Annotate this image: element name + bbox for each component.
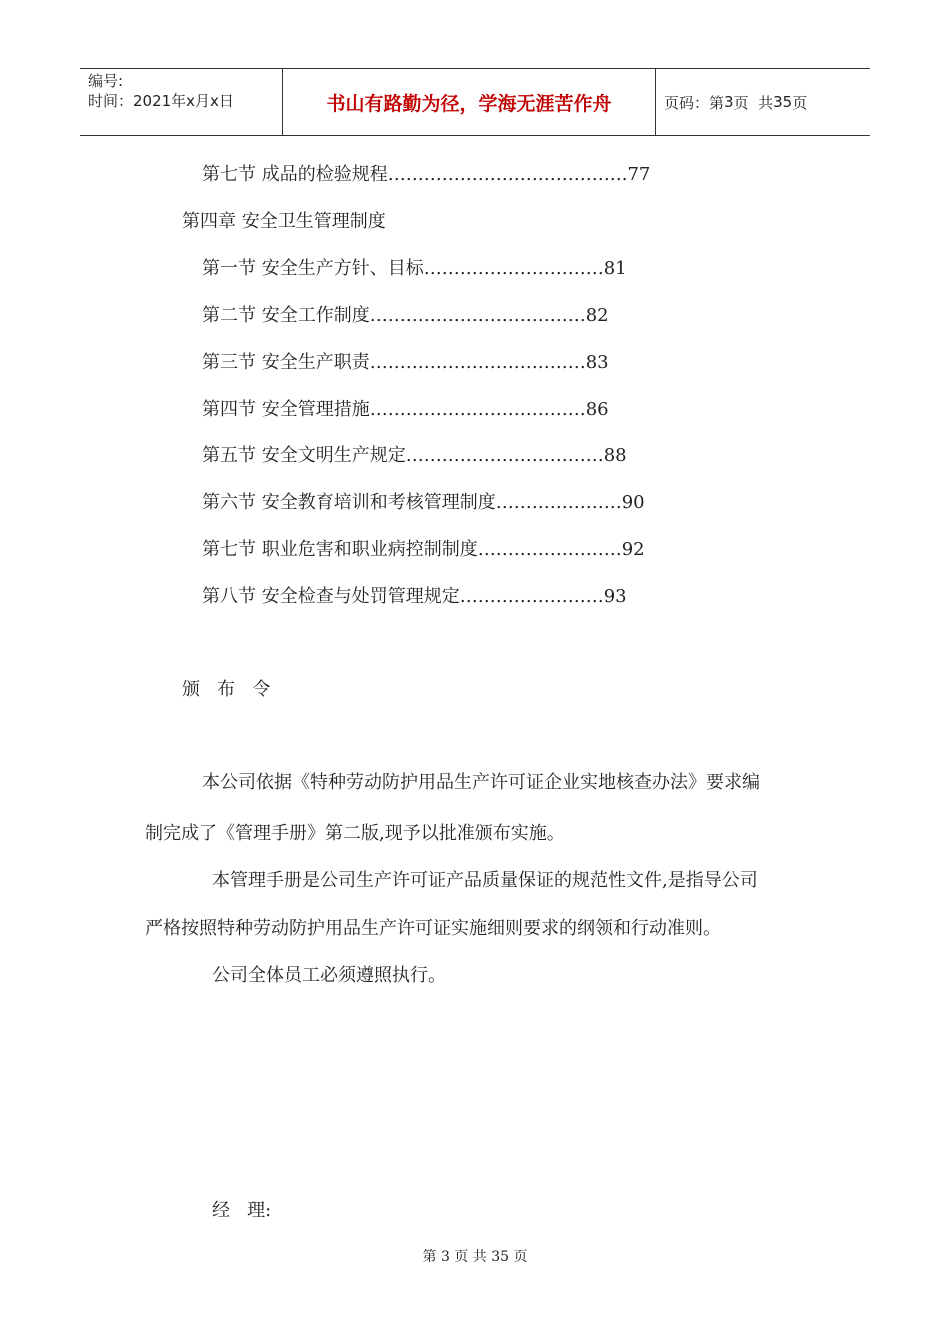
toc-leader: …………………………………. [387, 164, 628, 185]
toc-title: 第三节 安全生产职责 [202, 352, 370, 373]
toc-page: 93 [603, 586, 627, 607]
manager-signature-label: 经 理: [212, 1200, 272, 1221]
toc-leader: ……………………………… [369, 305, 586, 326]
page-current: 3 [724, 93, 734, 111]
time-label: 时间：2021年x月x日 [88, 92, 234, 110]
toc-title: 第一节 安全生产方针、目标 [202, 258, 424, 279]
page-end: 页 [792, 93, 808, 112]
decree-paragraph-2-line-2: 严格按照特种劳动防护用品生产许可证实施细则要求的纲领和行动准则。 [145, 918, 721, 939]
toc-page: 81 [603, 258, 627, 279]
toc-leader: …………………… [459, 586, 604, 607]
toc-entry [202, 441, 627, 467]
toc-entry [202, 348, 609, 374]
toc-page: 77 [627, 164, 651, 185]
toc-leader: ……………………………… [369, 399, 586, 420]
page-total: 35 [773, 93, 793, 111]
header-motto: 书山有路勤为径，学海无涯苦作舟 [282, 69, 656, 135]
toc-title: 第四节 安全管理措施 [202, 399, 370, 420]
decree-title: 颁 布 令 [182, 679, 271, 700]
toc-entry [202, 488, 645, 514]
toc-page: 88 [603, 445, 627, 466]
toc-title: 第五节 安全文明生产规定 [202, 445, 406, 466]
page-label: 页码：第 [664, 93, 725, 112]
header-page-number [656, 69, 870, 135]
toc-title: 第六节 安全教育培训和考核管理制度 [202, 492, 496, 513]
toc-page: 83 [585, 352, 609, 373]
decree-paragraph-1-line-1: 本公司依据《特种劳动防护用品生产许可证企业实地核查办法》要求编 [202, 772, 760, 793]
toc-entry [202, 395, 609, 421]
toc-page: 90 [621, 492, 645, 513]
toc-entry [202, 535, 645, 561]
toc-entry [202, 301, 609, 327]
toc-title: 第七节 成品的检验规程 [202, 164, 388, 185]
decree-paragraph-2-line-1: 本管理手册是公司生产许可证产品质量保证的规范性文件,是指导公司 [212, 870, 758, 891]
decree-paragraph-1-line-2: 制完成了《管理手册》第二版,现予以批准颁布实施。 [145, 823, 565, 844]
page-footer: 第 3 页 共 35 页 [422, 1249, 528, 1265]
toc-leader: …………………… [477, 539, 622, 560]
toc-title: 第二节 安全工作制度 [202, 305, 370, 326]
toc-title: 第四章 安全卫生管理制度 [182, 211, 386, 232]
code-label: 编号: [88, 72, 124, 90]
page-mid: 页 共 [733, 93, 774, 112]
decree-paragraph-3: 公司全体员工必须遵照执行。 [212, 965, 446, 986]
toc-leader: ………………………… [423, 258, 604, 279]
toc-page: 86 [585, 399, 609, 420]
toc-leader: ……………………………… [369, 352, 586, 373]
toc-entry [202, 582, 627, 608]
toc-leader: …………………………… [405, 445, 604, 466]
page-header [80, 68, 870, 136]
toc-chapter [182, 207, 386, 233]
toc-page: 92 [621, 539, 645, 560]
toc-title: 第七节 职业危害和职业病控制制度 [202, 539, 478, 560]
toc-entry [202, 254, 627, 280]
toc-entry [202, 160, 650, 186]
toc-title: 第八节 安全检查与处罚管理规定 [202, 586, 460, 607]
toc-leader: ………………… [495, 492, 622, 513]
header-meta [80, 69, 282, 135]
toc-page: 82 [585, 305, 609, 326]
